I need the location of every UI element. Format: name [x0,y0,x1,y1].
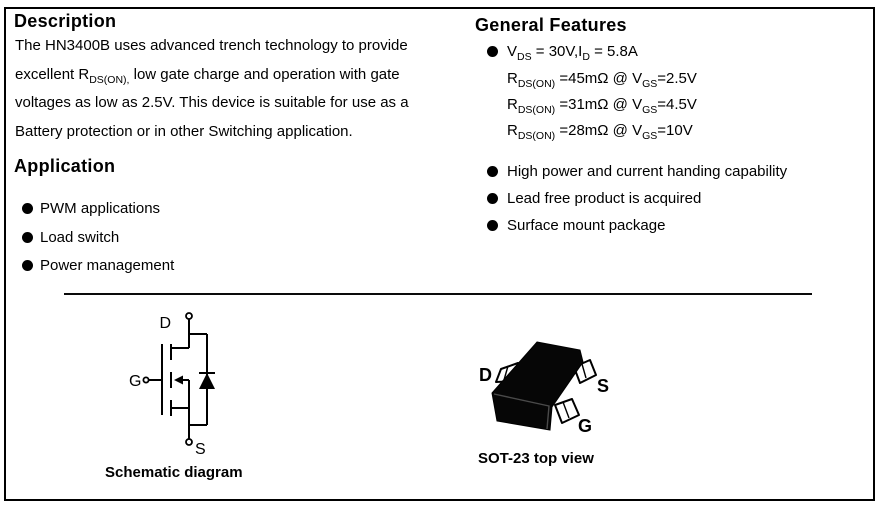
schematic-caption: Schematic diagram [105,464,243,481]
drain-terminal-icon [186,313,192,319]
spec-line: $R_{DS(ON)} =31m\Omega$ @ $V_{GS}=4.5V$ [507,96,697,116]
application-list [22,200,174,286]
section-divider [64,293,812,295]
package-caption: SOT-23 top view [478,450,594,467]
spec-line: $R_{DS(ON)} =45m\Omega$ @ $V_{GS}=2.5V$ [507,70,697,90]
bullet-icon [487,46,498,57]
description-line: Battery protection or in other Switching application. [15,122,353,140]
arrow-icon [174,376,183,385]
list-item [487,190,787,207]
general-features-title: General Features [475,15,627,35]
spec-line: $R_{DS(ON)} =28m\Omega$ @ $V_{GS}=10V$ [507,122,693,142]
list-item [22,200,174,217]
spec-intro-text: $V_{DS} = 30V,I_D = 5.8A$ [507,43,638,63]
description-paragraph [15,32,455,146]
description-line: The HN3400B uses advanced trench technology to provide [15,37,408,54]
spec-lines [507,70,697,148]
list-item [487,217,787,234]
list-item-label: PWM applications [40,200,161,217]
schematic-pin-g-label: G [129,373,142,390]
sot23-package-image [478,336,648,451]
list-item [487,163,787,180]
list-item-label: Lead free product is acquired [507,190,702,207]
schematic-pin-s-label: S [195,441,206,458]
gate-terminal-icon [143,377,148,382]
bullet-icon [487,166,498,177]
bullet-icon [487,220,498,231]
description-title: Description [14,11,117,31]
application-title: Application [14,156,116,176]
list-item-label: High power and current handing capability [507,163,788,180]
general-features-list [487,163,787,244]
list-item [22,257,174,274]
package-pin-d-label: D [479,365,492,385]
package-pin-s-label: S [597,376,610,396]
list-item-label: Surface mount package [507,217,666,234]
source-terminal-icon [186,439,192,445]
list-item-label: Power management [40,257,175,274]
body-diode-icon [199,373,215,389]
bullet-icon [22,232,33,243]
bullet-icon [487,193,498,204]
package-pin-g-label: G [578,416,593,436]
list-item-label: Load switch [40,228,120,246]
bullet-icon [22,260,33,271]
description-line: voltages as low as 2.5V. This device is suitable for use as a [15,94,409,112]
bullet-icon [22,203,33,214]
mosfet-schematic-diagram [120,308,225,460]
description-line: excellent $R_{DS(ON),}$ low gate charge and operation with gate [15,65,400,86]
schematic-pin-d-label: D [159,315,171,332]
list-item [22,229,174,246]
spec-intro-row [487,43,638,63]
